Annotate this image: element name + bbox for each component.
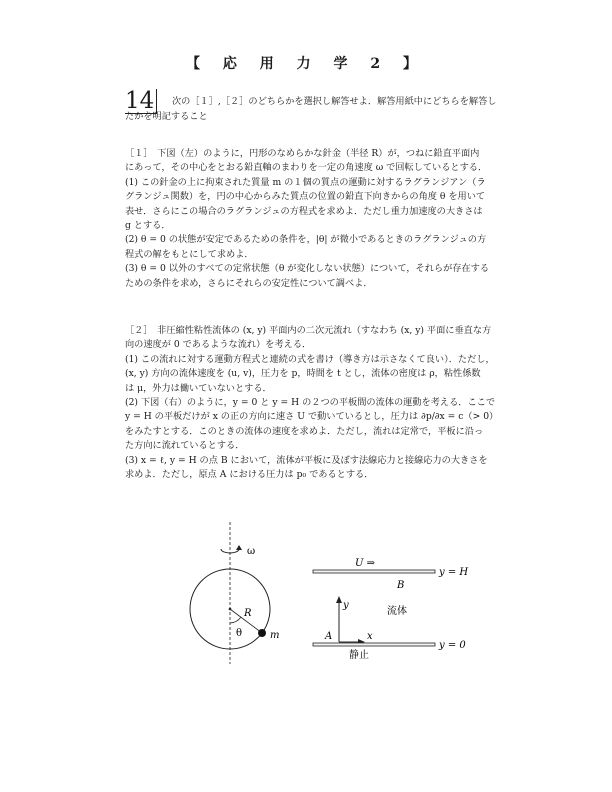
section-1-line: 表せ．さらにこの場合のラグランジュの方程式を求めよ．ただし重力加速度の大きさは [125,205,483,217]
top-plate [313,570,435,573]
section-2-line: た方向に流れているとする． [125,440,245,452]
section-2-line: (x, y) 方向の流体速度を (u, v)，圧力を p，時間を t とし，流体の密度は ρ，粘性係数 [125,368,481,380]
section-2 [125,324,545,482]
instruction-line: たかを明記すること [125,111,208,122]
fluid-label: 流体 [387,606,407,617]
section-2-line: ［２］ 非圧縮性粘性流体の (x, y) 平面内の二次元流れ（すなわち (x, y) 平面に垂直な方 [125,325,492,336]
figure-rotating-hoop [180,520,290,670]
section-2-line: (2) 下図（右）のように，y = 0 と y = H の２つの平板間の流体の運動を考える．ここで [125,397,496,409]
mass-label: m [270,630,280,641]
section-1-line: 程式の解をもとにして求めよ． [125,248,254,260]
section-2-line: をみたすとする．このときの流体の速度を求めよ．ただし，流れは定常で，平板に沿っ [125,425,484,437]
x-axis-label: x [367,631,373,642]
section-2-line: は μ，外力は働いていないとする． [125,382,272,394]
bottom-plate-label: y = 0 [439,640,466,651]
mass-point [258,629,266,637]
section-2-line: (1) この流れに対する運動方程式と連続の式を書け（導き方は示さなくて良い）．ただし， [125,353,495,365]
question-number: 14 [125,89,157,114]
section-1-line: (2) θ = 0 の状態が安定であるための条件を，|θ| が微小であるときのラグランジュの方 [125,234,487,246]
question-instructions [172,95,552,109]
y-axis-arrowhead-icon [336,596,342,603]
question-instructions-cont [125,110,545,124]
section-1-line: にあって，その中心をとおる鉛直軸のまわりを一定の角速度 ω で回転しているとする． [125,162,488,174]
stationary-label: 静止 [349,650,369,661]
section-1-line: g とする． [125,220,171,232]
radius-label: R [244,608,252,619]
section-1-line: (3) θ = 0 以外のすべての定常状態（θ が変化しない状態）について，それらが存在する [125,263,490,275]
plate-velocity-label: U ⇒ [355,558,375,569]
section-1-line: グランジュ関数）を，円の中心からみた質点の位置の鉛直下向きからの角度 θ を用いて [125,191,486,203]
section-2-line: y = H の平板だけが x の正の方向に速さ U で動いているとし，圧力は ∂p/∂x = c（> 0） [125,411,499,423]
section-1-line: ［１］ 下図（左）のように，円形のなめらかな針金（半径 R）が，つねに鉛直平面内 [125,148,480,159]
page-title: 【 応 用 力 学 2 】 [186,56,426,72]
y-axis-label: y [343,600,349,611]
origin-label: A [325,631,333,642]
theta-label: θ [236,628,243,639]
figure-couette-flow [305,550,485,665]
section-1-line: (1) この針金の上に拘束された質量 m の１個の質点の運動に対するラグランジアン（ラ [125,176,486,188]
section-1 [125,147,545,291]
omega-label: ω [247,546,256,557]
bottom-plate [313,643,435,646]
section-2-line: 向の速度が 0 であるような流れ）を考える． [125,339,312,351]
section-2-line: (3) x = ℓ, y = H の点 B において，流体が平板に及ぼす法線応力と接線応力の大きさを [125,454,488,466]
instruction-line: 次の［１］,［２］のどちらかを選択し解答せよ．解答用紙中にどちらを解答し [172,96,497,107]
section-2-line: 求めよ．ただし，原点 A における圧力は p₀ であるとする． [125,469,374,481]
top-plate-label: y = H [439,567,469,578]
point-b-label: B [397,580,405,591]
section-1-line: ための条件を求め，さらにそれらの安定性について調べよ． [125,277,373,289]
rotation-arrowhead-icon [236,545,242,550]
angle-arc [230,617,241,623]
